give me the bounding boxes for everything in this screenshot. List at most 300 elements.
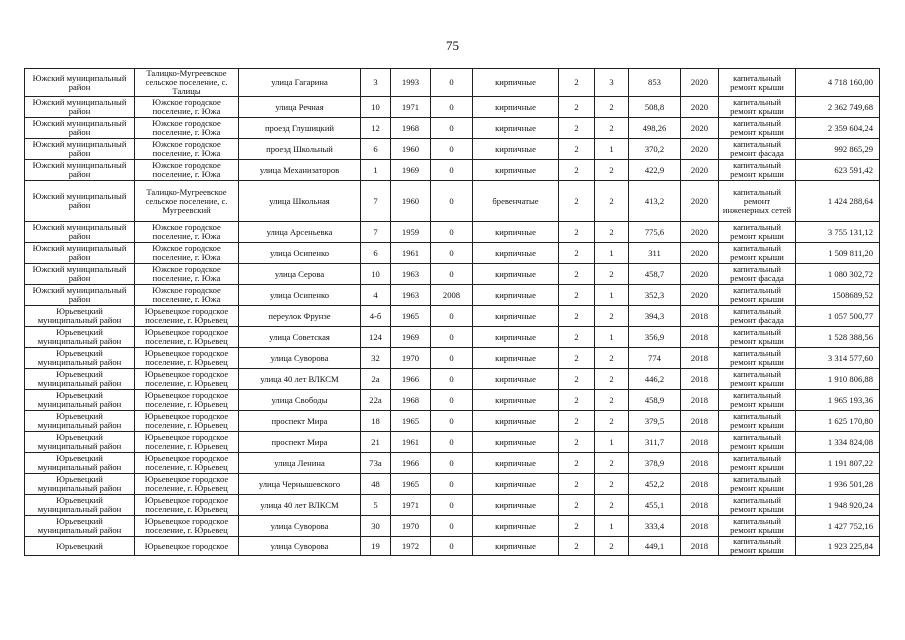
- work-type-cell: капитальный ремонт крыши: [719, 516, 796, 537]
- work-type-cell: капитальный ремонт крыши: [719, 285, 796, 306]
- entrances-cell: 1: [595, 139, 629, 160]
- floors-cell: 2: [559, 243, 595, 264]
- year-reconstructed-cell: 0: [431, 222, 473, 243]
- work-type-cell: капитальный ремонт крыши: [719, 243, 796, 264]
- area-cell: 413,2: [629, 181, 681, 222]
- work-type-cell: капитальный ремонт крыши: [719, 537, 796, 556]
- year-reconstructed-cell: 0: [431, 181, 473, 222]
- settlement-cell: Юрьевецкое городское поселение, г. Юрьевец: [135, 495, 239, 516]
- floors-cell: 2: [559, 495, 595, 516]
- table-row: [25, 160, 880, 181]
- district-cell: Южский муниципальный район: [25, 243, 135, 264]
- settlement-cell: Южское городское поселение, г. Южа: [135, 222, 239, 243]
- wall-material-cell: кирпичные: [473, 118, 559, 139]
- wall-material-cell: кирпичные: [473, 306, 559, 327]
- area-cell: 775,6: [629, 222, 681, 243]
- plan-year-cell: 2020: [681, 181, 719, 222]
- cost-cell: 3 314 577,60: [796, 348, 880, 369]
- entrances-cell: 1: [595, 327, 629, 348]
- district-cell: Южский муниципальный район: [25, 69, 135, 97]
- house-number-cell: 21: [361, 432, 391, 453]
- floors-cell: 2: [559, 285, 595, 306]
- floors-cell: 2: [559, 118, 595, 139]
- year-reconstructed-cell: 0: [431, 474, 473, 495]
- area-cell: 422,9: [629, 160, 681, 181]
- area-cell: 311,7: [629, 432, 681, 453]
- settlement-cell: Юрьевецкое городское поселение, г. Юрьевец: [135, 453, 239, 474]
- floors-cell: 2: [559, 160, 595, 181]
- cost-cell: 3 755 131,12: [796, 222, 880, 243]
- cost-cell: 1 965 193,36: [796, 390, 880, 411]
- wall-material-cell: кирпичные: [473, 327, 559, 348]
- district-cell: Юрьевецкий муниципальный район: [25, 390, 135, 411]
- house-number-cell: 19: [361, 537, 391, 556]
- cost-cell: 1 910 806,88: [796, 369, 880, 390]
- entrances-cell: 2: [595, 222, 629, 243]
- table-row: [25, 411, 880, 432]
- cost-cell: 1 080 302,72: [796, 264, 880, 285]
- year-reconstructed-cell: 0: [431, 369, 473, 390]
- house-number-cell: 10: [361, 97, 391, 118]
- table-body: [25, 69, 880, 556]
- area-cell: 449,1: [629, 537, 681, 556]
- area-cell: 394,3: [629, 306, 681, 327]
- wall-material-cell: кирпичные: [473, 390, 559, 411]
- year-reconstructed-cell: 0: [431, 69, 473, 97]
- street-cell: улица Школьная: [239, 181, 361, 222]
- table-row: [25, 181, 880, 222]
- work-type-cell: капитальный ремонт крыши: [719, 474, 796, 495]
- plan-year-cell: 2018: [681, 432, 719, 453]
- entrances-cell: 1: [595, 285, 629, 306]
- settlement-cell: Юрьевецкое городское поселение, г. Юрьевец: [135, 516, 239, 537]
- year-built-cell: 1965: [391, 411, 431, 432]
- floors-cell: 2: [559, 474, 595, 495]
- work-type-cell: капитальный ремонт крыши: [719, 222, 796, 243]
- district-cell: Юрьевецкий муниципальный район: [25, 348, 135, 369]
- table-row: [25, 243, 880, 264]
- house-number-cell: 73а: [361, 453, 391, 474]
- plan-year-cell: 2018: [681, 537, 719, 556]
- wall-material-cell: кирпичные: [473, 69, 559, 97]
- entrances-cell: 2: [595, 369, 629, 390]
- settlement-cell: Талицко-Мугреевское сельское поселение, с. Мугреевский: [135, 181, 239, 222]
- district-cell: Юрьевецкий муниципальный район: [25, 327, 135, 348]
- house-number-cell: 10: [361, 264, 391, 285]
- settlement-cell: Талицко-Мугреевское сельское поселение, с. Талицы: [135, 69, 239, 97]
- district-cell: Южский муниципальный район: [25, 97, 135, 118]
- work-type-cell: капитальный ремонт крыши: [719, 453, 796, 474]
- street-cell: улица Серова: [239, 264, 361, 285]
- cost-cell: 1 625 170,80: [796, 411, 880, 432]
- table-row: [25, 306, 880, 327]
- year-built-cell: 1972: [391, 537, 431, 556]
- work-type-cell: капитальный ремонт фасада: [719, 306, 796, 327]
- wall-material-cell: кирпичные: [473, 139, 559, 160]
- area-cell: 370,2: [629, 139, 681, 160]
- entrances-cell: 2: [595, 97, 629, 118]
- year-built-cell: 1971: [391, 97, 431, 118]
- table-row: [25, 495, 880, 516]
- plan-year-cell: 2018: [681, 369, 719, 390]
- street-cell: улица 40 лет ВЛКСМ: [239, 369, 361, 390]
- table-row: [25, 390, 880, 411]
- area-cell: 311: [629, 243, 681, 264]
- entrances-cell: 2: [595, 264, 629, 285]
- wall-material-cell: кирпичные: [473, 222, 559, 243]
- plan-year-cell: 2020: [681, 139, 719, 160]
- work-type-cell: капитальный ремонт крыши: [719, 348, 796, 369]
- work-type-cell: капитальный ремонт крыши: [719, 390, 796, 411]
- work-type-cell: капитальный ремонт крыши: [719, 327, 796, 348]
- floors-cell: 2: [559, 516, 595, 537]
- house-number-cell: 2а: [361, 369, 391, 390]
- year-built-cell: 1969: [391, 327, 431, 348]
- street-cell: проезд Школьный: [239, 139, 361, 160]
- floors-cell: 2: [559, 369, 595, 390]
- entrances-cell: 2: [595, 390, 629, 411]
- work-type-cell: капитальный ремонт инженерных сетей: [719, 181, 796, 222]
- year-reconstructed-cell: 0: [431, 118, 473, 139]
- house-number-cell: 48: [361, 474, 391, 495]
- street-cell: улица Ленина: [239, 453, 361, 474]
- area-cell: 853: [629, 69, 681, 97]
- work-type-cell: капитальный ремонт фасада: [719, 139, 796, 160]
- plan-year-cell: 2020: [681, 222, 719, 243]
- street-cell: улица Механизаторов: [239, 160, 361, 181]
- street-cell: проспект Мира: [239, 411, 361, 432]
- street-cell: улица Суворова: [239, 537, 361, 556]
- area-cell: 446,2: [629, 369, 681, 390]
- floors-cell: 2: [559, 537, 595, 556]
- area-cell: 774: [629, 348, 681, 369]
- plan-year-cell: 2020: [681, 243, 719, 264]
- street-cell: улица Свободы: [239, 390, 361, 411]
- district-cell: Юрьевецкий муниципальный район: [25, 306, 135, 327]
- table-row: [25, 118, 880, 139]
- entrances-cell: 2: [595, 306, 629, 327]
- table-row: [25, 285, 880, 306]
- wall-material-cell: кирпичные: [473, 411, 559, 432]
- district-cell: Юрьевецкий муниципальный район: [25, 369, 135, 390]
- street-cell: улица Арсеньевка: [239, 222, 361, 243]
- house-number-cell: 18: [361, 411, 391, 432]
- street-cell: улица Советская: [239, 327, 361, 348]
- work-type-cell: капитальный ремонт крыши: [719, 160, 796, 181]
- wall-material-cell: кирпичные: [473, 453, 559, 474]
- year-built-cell: 1970: [391, 348, 431, 369]
- work-type-cell: капитальный ремонт фасада: [719, 264, 796, 285]
- street-cell: проезд Глушицкий: [239, 118, 361, 139]
- plan-year-cell: 2020: [681, 160, 719, 181]
- house-number-cell: 124: [361, 327, 391, 348]
- year-built-cell: 1968: [391, 390, 431, 411]
- table-row: [25, 369, 880, 390]
- entrances-cell: 2: [595, 348, 629, 369]
- area-cell: 458,9: [629, 390, 681, 411]
- district-cell: Южский муниципальный район: [25, 285, 135, 306]
- house-number-cell: 3: [361, 69, 391, 97]
- year-reconstructed-cell: 0: [431, 327, 473, 348]
- year-built-cell: 1961: [391, 243, 431, 264]
- settlement-cell: Юрьевецкое городское поселение, г. Юрьевец: [135, 432, 239, 453]
- settlement-cell: Юрьевецкое городское поселение, г. Юрьевец: [135, 327, 239, 348]
- plan-year-cell: 2020: [681, 285, 719, 306]
- wall-material-cell: кирпичные: [473, 97, 559, 118]
- settlement-cell: Южское городское поселение, г. Южа: [135, 118, 239, 139]
- house-number-cell: 5: [361, 495, 391, 516]
- table-row: [25, 139, 880, 160]
- year-built-cell: 1961: [391, 432, 431, 453]
- wall-material-cell: кирпичные: [473, 369, 559, 390]
- area-cell: 333,4: [629, 516, 681, 537]
- settlement-cell: Юрьевецкое городское поселение, г. Юрьевец: [135, 306, 239, 327]
- cost-cell: 1 191 807,22: [796, 453, 880, 474]
- street-cell: улица 40 лет ВЛКСМ: [239, 495, 361, 516]
- table-row: [25, 97, 880, 118]
- plan-year-cell: 2018: [681, 474, 719, 495]
- year-reconstructed-cell: 0: [431, 411, 473, 432]
- street-cell: улица Осипенко: [239, 285, 361, 306]
- street-cell: улица Гагарина: [239, 69, 361, 97]
- floors-cell: 2: [559, 264, 595, 285]
- district-cell: Юрьевецкий муниципальный район: [25, 474, 135, 495]
- area-cell: 356,9: [629, 327, 681, 348]
- plan-year-cell: 2020: [681, 264, 719, 285]
- settlement-cell: Южское городское поселение, г. Южа: [135, 139, 239, 160]
- settlement-cell: Южское городское поселение, г. Южа: [135, 160, 239, 181]
- year-built-cell: 1969: [391, 160, 431, 181]
- plan-year-cell: 2020: [681, 69, 719, 97]
- wall-material-cell: кирпичные: [473, 160, 559, 181]
- district-cell: Юрьевецкий муниципальный район: [25, 516, 135, 537]
- work-type-cell: капитальный ремонт крыши: [719, 69, 796, 97]
- area-cell: 458,7: [629, 264, 681, 285]
- year-built-cell: 1966: [391, 369, 431, 390]
- work-type-cell: капитальный ремонт крыши: [719, 369, 796, 390]
- page-number: 75: [446, 38, 459, 53]
- street-cell: переулок Фрунзе: [239, 306, 361, 327]
- cost-cell: 623 591,42: [796, 160, 880, 181]
- wall-material-cell: кирпичные: [473, 264, 559, 285]
- house-number-cell: 30: [361, 516, 391, 537]
- district-cell: Южский муниципальный район: [25, 118, 135, 139]
- year-reconstructed-cell: 0: [431, 390, 473, 411]
- year-reconstructed-cell: 0: [431, 264, 473, 285]
- settlement-cell: Юрьевецкое городское поселение, г. Юрьевец: [135, 411, 239, 432]
- plan-year-cell: 2018: [681, 495, 719, 516]
- plan-year-cell: 2018: [681, 306, 719, 327]
- area-cell: 498,26: [629, 118, 681, 139]
- floors-cell: 2: [559, 222, 595, 243]
- house-number-cell: 7: [361, 222, 391, 243]
- floors-cell: 2: [559, 327, 595, 348]
- settlement-cell: Юрьевецкое городское поселение, г. Юрьевец: [135, 348, 239, 369]
- street-cell: улица Чернышевского: [239, 474, 361, 495]
- year-built-cell: 1959: [391, 222, 431, 243]
- floors-cell: 2: [559, 69, 595, 97]
- cost-cell: 2 359 604,24: [796, 118, 880, 139]
- area-cell: 455,1: [629, 495, 681, 516]
- district-cell: Южский муниципальный район: [25, 139, 135, 160]
- year-reconstructed-cell: 0: [431, 160, 473, 181]
- year-reconstructed-cell: 0: [431, 243, 473, 264]
- house-number-cell: 12: [361, 118, 391, 139]
- table-row: [25, 432, 880, 453]
- year-built-cell: 1968: [391, 118, 431, 139]
- table-row: [25, 516, 880, 537]
- table-row: [25, 264, 880, 285]
- year-reconstructed-cell: 0: [431, 306, 473, 327]
- cost-cell: 1 948 920,24: [796, 495, 880, 516]
- wall-material-cell: кирпичные: [473, 348, 559, 369]
- wall-material-cell: кирпичные: [473, 537, 559, 556]
- house-number-cell: 1: [361, 160, 391, 181]
- plan-year-cell: 2018: [681, 390, 719, 411]
- cost-cell: 1 427 752,16: [796, 516, 880, 537]
- wall-material-cell: кирпичные: [473, 243, 559, 264]
- street-cell: улица Суворова: [239, 348, 361, 369]
- cost-cell: 1 923 225,84: [796, 537, 880, 556]
- cost-cell: 992 865,29: [796, 139, 880, 160]
- settlement-cell: Юрьевецкое городское: [135, 537, 239, 556]
- plan-year-cell: 2018: [681, 516, 719, 537]
- cost-cell: 1 334 824,08: [796, 432, 880, 453]
- table-row: [25, 348, 880, 369]
- area-cell: 452,2: [629, 474, 681, 495]
- house-number-cell: 7: [361, 181, 391, 222]
- cost-cell: 1 528 388,56: [796, 327, 880, 348]
- entrances-cell: 1: [595, 516, 629, 537]
- street-cell: улица Речная: [239, 97, 361, 118]
- district-cell: Юрьевецкий муниципальный район: [25, 495, 135, 516]
- year-built-cell: 1966: [391, 453, 431, 474]
- cost-cell: 1 509 811,20: [796, 243, 880, 264]
- wall-material-cell: кирпичные: [473, 432, 559, 453]
- entrances-cell: 3: [595, 69, 629, 97]
- floors-cell: 2: [559, 348, 595, 369]
- entrances-cell: 2: [595, 160, 629, 181]
- district-cell: Южский муниципальный район: [25, 181, 135, 222]
- entrances-cell: 1: [595, 432, 629, 453]
- floors-cell: 2: [559, 411, 595, 432]
- entrances-cell: 2: [595, 118, 629, 139]
- table-row: [25, 69, 880, 97]
- work-type-cell: капитальный ремонт крыши: [719, 432, 796, 453]
- entrances-cell: 2: [595, 537, 629, 556]
- plan-year-cell: 2018: [681, 327, 719, 348]
- district-cell: Юрьевецкий муниципальный район: [25, 432, 135, 453]
- year-reconstructed-cell: 0: [431, 97, 473, 118]
- settlement-cell: Юрьевецкое городское поселение, г. Юрьевец: [135, 474, 239, 495]
- year-built-cell: 1960: [391, 139, 431, 160]
- entrances-cell: 2: [595, 453, 629, 474]
- table-row: [25, 222, 880, 243]
- wall-material-cell: кирпичные: [473, 516, 559, 537]
- year-built-cell: 1960: [391, 181, 431, 222]
- house-number-cell: 32: [361, 348, 391, 369]
- street-cell: улица Осипенко: [239, 243, 361, 264]
- year-reconstructed-cell: 2008: [431, 285, 473, 306]
- table-row: [25, 474, 880, 495]
- cost-cell: 1 936 501,28: [796, 474, 880, 495]
- floors-cell: 2: [559, 390, 595, 411]
- street-cell: улица Суворова: [239, 516, 361, 537]
- table-row: [25, 537, 880, 556]
- house-number-cell: 22а: [361, 390, 391, 411]
- house-number-cell: 6: [361, 243, 391, 264]
- settlement-cell: Южское городское поселение, г. Южа: [135, 243, 239, 264]
- year-built-cell: 1970: [391, 516, 431, 537]
- entrances-cell: 2: [595, 495, 629, 516]
- year-reconstructed-cell: 0: [431, 139, 473, 160]
- wall-material-cell: кирпичные: [473, 474, 559, 495]
- area-cell: 352,3: [629, 285, 681, 306]
- year-reconstructed-cell: 0: [431, 495, 473, 516]
- area-cell: 508,8: [629, 97, 681, 118]
- table-row: [25, 327, 880, 348]
- year-built-cell: 1965: [391, 474, 431, 495]
- district-cell: Южский муниципальный район: [25, 264, 135, 285]
- district-cell: Юрьевецкий: [25, 537, 135, 556]
- year-reconstructed-cell: 0: [431, 537, 473, 556]
- cost-cell: 1 424 288,64: [796, 181, 880, 222]
- entrances-cell: 2: [595, 474, 629, 495]
- wall-material-cell: кирпичные: [473, 495, 559, 516]
- house-number-cell: 6: [361, 139, 391, 160]
- work-type-cell: капитальный ремонт крыши: [719, 495, 796, 516]
- district-cell: Юрьевецкий муниципальный район: [25, 453, 135, 474]
- cost-cell: 4 718 160,00: [796, 69, 880, 97]
- year-built-cell: 1993: [391, 69, 431, 97]
- year-reconstructed-cell: 0: [431, 432, 473, 453]
- plan-year-cell: 2020: [681, 118, 719, 139]
- district-cell: Южский муниципальный район: [25, 222, 135, 243]
- year-built-cell: 1971: [391, 495, 431, 516]
- entrances-cell: 2: [595, 181, 629, 222]
- street-cell: проспект Мира: [239, 432, 361, 453]
- year-built-cell: 1963: [391, 285, 431, 306]
- year-reconstructed-cell: 0: [431, 348, 473, 369]
- area-cell: 378,9: [629, 453, 681, 474]
- plan-year-cell: 2020: [681, 97, 719, 118]
- cost-cell: 1508689,52: [796, 285, 880, 306]
- work-type-cell: капитальный ремонт крыши: [719, 97, 796, 118]
- year-built-cell: 1965: [391, 306, 431, 327]
- year-reconstructed-cell: 0: [431, 453, 473, 474]
- cost-cell: 2 362 749,68: [796, 97, 880, 118]
- settlement-cell: Юрьевецкое городское поселение, г. Юрьевец: [135, 390, 239, 411]
- entrances-cell: 1: [595, 243, 629, 264]
- cost-cell: 1 057 500,77: [796, 306, 880, 327]
- floors-cell: 2: [559, 139, 595, 160]
- district-cell: Юрьевецкий муниципальный район: [25, 411, 135, 432]
- plan-year-cell: 2018: [681, 411, 719, 432]
- house-number-cell: 4: [361, 285, 391, 306]
- floors-cell: 2: [559, 181, 595, 222]
- floors-cell: 2: [559, 97, 595, 118]
- settlement-cell: Южское городское поселение, г. Южа: [135, 97, 239, 118]
- plan-year-cell: 2018: [681, 348, 719, 369]
- settlement-cell: Южское городское поселение, г. Южа: [135, 285, 239, 306]
- wall-material-cell: кирпичные: [473, 285, 559, 306]
- house-number-cell: 4-б: [361, 306, 391, 327]
- work-type-cell: капитальный ремонт крыши: [719, 118, 796, 139]
- housing-registry-table: [24, 68, 880, 556]
- table-row: [25, 453, 880, 474]
- floors-cell: 2: [559, 432, 595, 453]
- work-type-cell: капитальный ремонт крыши: [719, 411, 796, 432]
